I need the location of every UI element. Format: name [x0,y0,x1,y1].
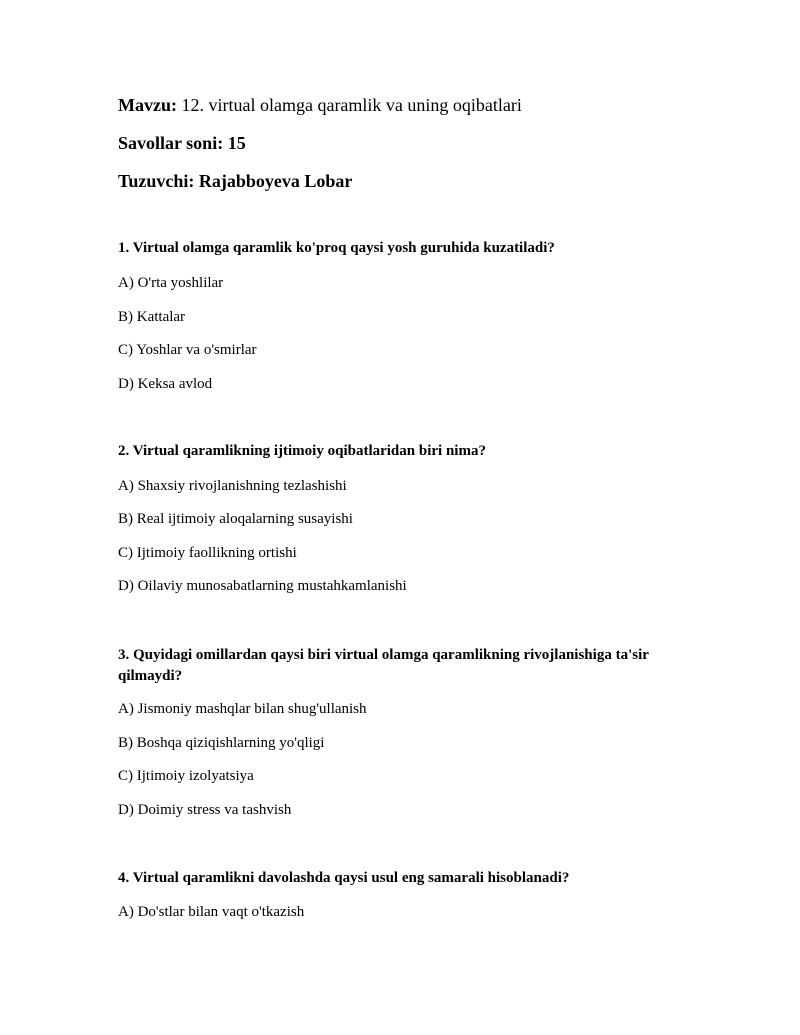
question-1-title: 1. Virtual olamga qaramlik ko'proq qaysi yosh guruhida kuzatiladi? [118,240,555,256]
question-2-option-c: C) Ijtimoiy faollikning ortishi [118,545,297,561]
question-3-option-d: D) Doimiy stress va tashvish [118,802,292,818]
question-3-option-b: B) Boshqa qiziqishlarning yo'qligi [118,735,325,751]
question-2-option-b: B) Real ijtimoiy aloqalarning susayishi [118,511,353,527]
question-3-option-a: A) Jismoniy mashqlar bilan shug'ullanish [118,701,367,717]
question-2-option-d: D) Oilaviy munosabatlarning mustahkamlanishi [118,578,407,594]
topic-line [118,94,522,116]
question-2-title: 2. Virtual qaramlikning ijtimoiy oqibatlaridan biri nima? [118,443,486,459]
question-4-option-a: A) Do'stlar bilan vaqt o'tkazish [118,904,305,920]
question-4-title: 4. Virtual qaramlikni davolashda qaysi usul eng samarali hisoblanadi? [118,870,570,886]
question-3-title: 3. Quyidagi omillardan qaysi biri virtual olamga qaramlikning rivojlanishiga ta'sir qilmaydi? [118,647,649,684]
topic-label: Mavzu: [118,95,177,115]
topic-value: 12. virtual olamga qaramlik va uning oqibatlari [181,95,522,115]
author-value: Rajabboyeva Lobar [198,171,353,191]
question-1-option-a: A) O'rta yoshlilar [118,275,224,291]
question-3-option-c: C) Ijtimoiy izolyatsiya [118,768,254,784]
author-line [118,170,352,192]
question-1-option-d: D) Keksa avlod [118,376,213,392]
question-2-option-a: A) Shaxsiy rivojlanishning tezlashishi [118,478,347,494]
question-count-value: 15 [227,133,246,153]
author-label: Tuzuvchi: [118,171,195,191]
question-count-label: Savollar soni: [118,133,224,153]
question-1-option-c: C) Yoshlar va o'smirlar [118,342,257,358]
question-count-line [118,132,246,154]
question-1-option-b: B) Kattalar [118,309,186,325]
